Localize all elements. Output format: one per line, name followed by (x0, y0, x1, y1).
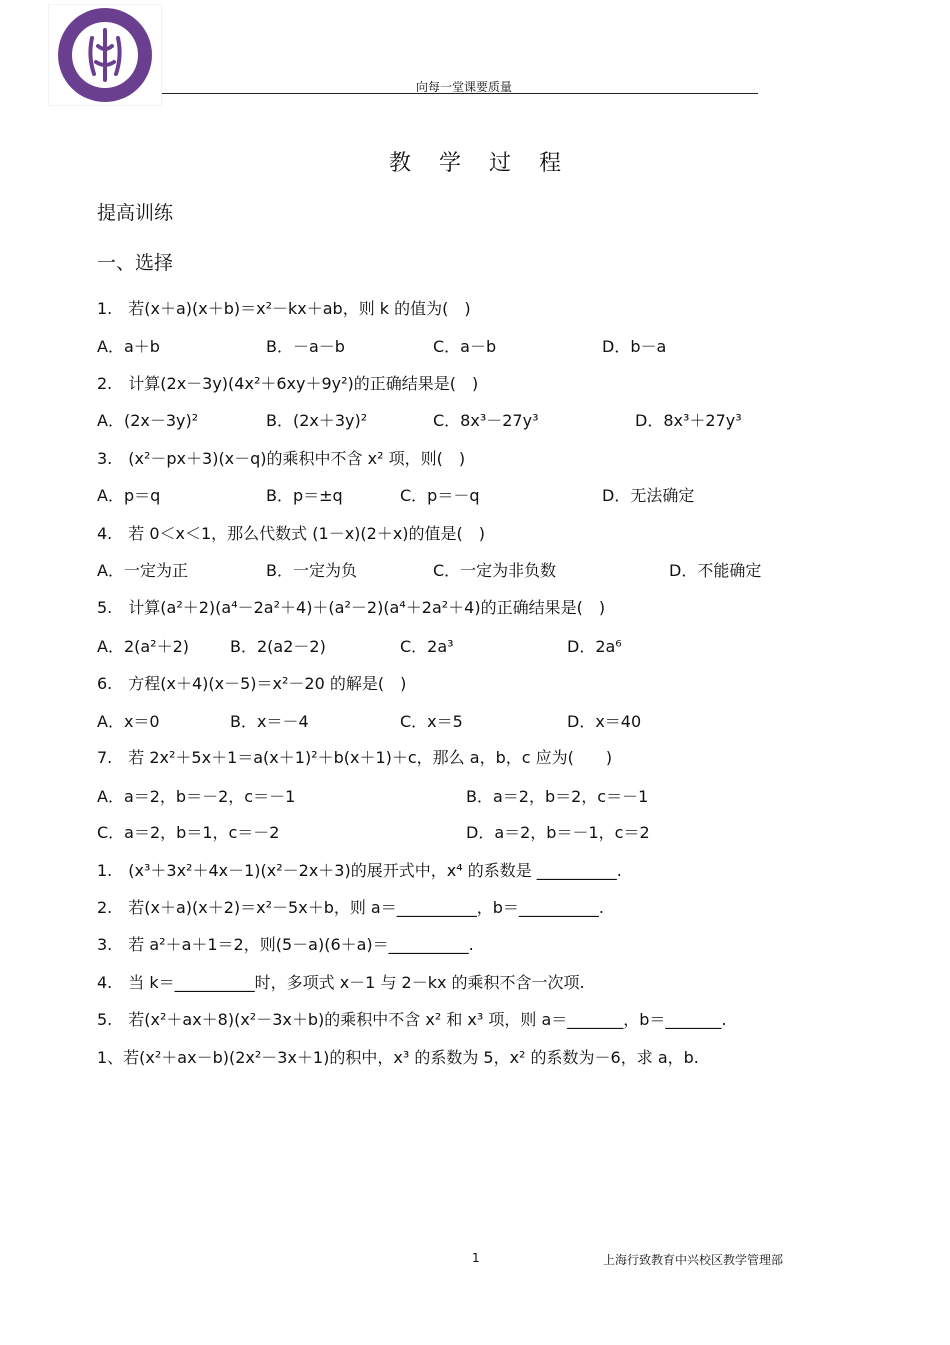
section-choice: 一、选择 (97, 252, 174, 274)
logo (48, 4, 162, 106)
question-5: 5. 计算(a²＋2)(a⁴－2a²＋4)＋(a²－2)(a⁴＋2a²＋4)的正确结果是( ) (97, 598, 606, 617)
q6-option-b: B．x＝－4 (230, 712, 309, 731)
section-improve: 提高训练 (97, 202, 174, 224)
fill-question-5: 5. 若(x²＋ax＋8)(x²－3x＋b)的乘积中不含 x² 和 x³ 项，则 a＝_______，b＝_______. (97, 1010, 727, 1029)
q5-option-c: C．2a³ (400, 637, 454, 656)
q6-option-c: C．x＝5 (400, 712, 463, 731)
fill-question-3: 3. 若 a²＋a＋1＝2，则(5－a)(6＋a)＝__________. (97, 935, 474, 954)
q2-option-c: C．8x³－27y³ (433, 411, 539, 430)
page-number: 1 (472, 1251, 480, 1265)
q7-option-d: D．a＝2，b＝－1，c＝2 (466, 823, 650, 842)
question-6: 6. 方程(x＋4)(x－5)＝x²－20 的解是( ) (97, 674, 407, 693)
q4-option-c: C．一定为非负数 (433, 561, 557, 580)
header-divider (162, 93, 758, 94)
logo-emblem-icon (48, 4, 162, 106)
q3-option-b: B．p＝±q (266, 486, 343, 505)
fill-question-4: 4. 当 k＝__________时，多项式 x－1 与 2－kx 的乘积不含一次项. (97, 973, 585, 992)
q1-option-c: C．a－b (433, 337, 497, 356)
q5-option-a: A．2(a²＋2) (97, 637, 190, 656)
q7-option-b: B．a＝2，b＝2，c＝－1 (466, 787, 649, 806)
q2-option-b: B．(2x＋3y)² (266, 411, 368, 430)
q4-option-d: D．不能确定 (669, 561, 762, 580)
page-title: 教学过程 (388, 151, 589, 176)
question-4: 4. 若 0＜x＜1，那么代数式 (1－x)(2＋x)的值是( ) (97, 524, 486, 543)
q3-option-d: D．无法确定 (602, 486, 695, 505)
question-7: 7. 若 2x²＋5x＋1＝a(x＋1)²＋b(x＋1)＋c，那么 a，b，c 应为( ) (97, 748, 613, 767)
q3-option-a: A．p＝q (97, 486, 161, 505)
fill-question-1: 1. (x³＋3x²＋4x－1)(x²－2x＋3)的展开式中，x⁴ 的系数是 __________. (97, 861, 622, 880)
fill-question-2: 2. 若(x＋a)(x＋2)＝x²－5x＋b，则 a＝__________，b＝__________. (97, 898, 604, 917)
q5-option-d: D．2a⁶ (567, 637, 622, 656)
q2-option-a: A．(2x－3y)² (97, 411, 199, 430)
header-slogan: 向每一堂课要质量 (416, 80, 513, 94)
question-2: 2. 计算(2x－3y)(4x²＋6xy＋9y²)的正确结果是( ) (97, 374, 479, 393)
q1-option-a: A．a＋b (97, 337, 160, 356)
q7-option-c: C．a＝2，b＝1，c＝－2 (97, 823, 280, 842)
q5-option-b: B．2(a2－2) (230, 637, 326, 656)
q3-option-c: C．p＝－q (400, 486, 480, 505)
footer-organization: 上海行致教育中兴校区教学管理部 (603, 1253, 784, 1267)
q1-option-d: D．b－a (602, 337, 667, 356)
q2-option-d: D．8x³＋27y³ (635, 411, 742, 430)
solve-question-1: 1、若(x²＋ax－b)(2x²－3x＋1)的积中，x³ 的系数为 5，x² 的系数为－6，求 a，b. (97, 1048, 699, 1067)
q4-option-b: B．一定为负 (266, 561, 357, 580)
q4-option-a: A．一定为正 (97, 561, 188, 580)
q6-option-a: A．x＝0 (97, 712, 160, 731)
q7-option-a: A．a＝2，b＝－2，c＝－1 (97, 787, 296, 806)
q6-option-d: D．x＝40 (567, 712, 642, 731)
question-3: 3. (x²－px＋3)(x－q)的乘积中不含 x² 项，则( ) (97, 449, 466, 468)
question-1: 1. 若(x＋a)(x＋b)＝x²－kx＋ab，则 k 的值为( ) (97, 299, 471, 318)
q1-option-b: B．－a－b (266, 337, 345, 356)
